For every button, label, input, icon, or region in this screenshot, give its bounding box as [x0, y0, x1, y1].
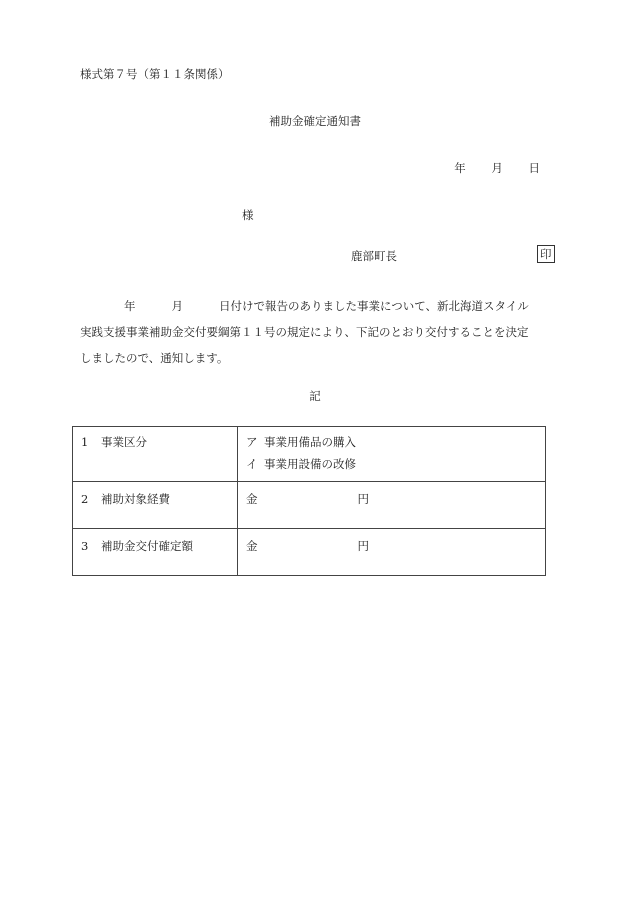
details-table — [72, 426, 546, 576]
document-title: 補助金確定通知書 — [269, 114, 361, 128]
body-line-1 — [80, 293, 550, 319]
option-i-text: 事業用設備の改修 — [264, 457, 356, 471]
amount-unit: 円 — [357, 492, 369, 506]
body-month: 月 — [171, 299, 183, 313]
row-label — [73, 427, 238, 482]
row-value — [238, 529, 546, 576]
row-value — [238, 482, 546, 529]
row-label — [73, 529, 238, 576]
date-day: 日 — [528, 161, 540, 175]
option-i — [246, 453, 537, 475]
option-a — [246, 431, 537, 453]
option-a-mark: ア — [246, 435, 258, 449]
table-row — [73, 529, 546, 576]
seal-mark: 印 — [537, 245, 555, 263]
row-value — [238, 427, 546, 482]
issue-date — [454, 160, 540, 176]
row-label-text: 補助金交付確定額 — [101, 539, 193, 553]
row-label-text: 補助対象経費 — [101, 492, 170, 506]
notice-body — [80, 293, 550, 371]
body-line-2: 実践支援事業補助金交付要綱第１１号の規定により、下記のとおり交付することを決定 — [80, 325, 529, 339]
table-row — [73, 482, 546, 529]
ki-heading: 記 — [309, 389, 321, 403]
row-number: 3 — [81, 539, 89, 553]
row-number: 1 — [81, 435, 89, 449]
body-line-3: しましたので、通知します。 — [80, 351, 229, 365]
addressee-suffix: 様 — [242, 208, 254, 222]
date-year: 年 — [454, 161, 466, 175]
amount-prefix: 金 — [246, 539, 258, 553]
body-year: 年 — [124, 299, 136, 313]
issuer-name: 鹿部町長 — [351, 249, 397, 263]
date-month: 月 — [491, 161, 503, 175]
amount-unit: 円 — [357, 539, 369, 553]
amount-prefix: 金 — [246, 492, 258, 506]
body-line-1-rest: 日付けで報告のありました事業について、新北海道スタイル — [219, 299, 529, 313]
form-number: 様式第７号（第１１条関係） — [80, 67, 230, 81]
option-a-text: 事業用備品の購入 — [264, 435, 356, 449]
option-i-mark: イ — [246, 457, 258, 471]
row-label — [73, 482, 238, 529]
table-row — [73, 427, 546, 482]
row-number: 2 — [81, 492, 89, 506]
row-label-text: 事業区分 — [101, 435, 147, 449]
